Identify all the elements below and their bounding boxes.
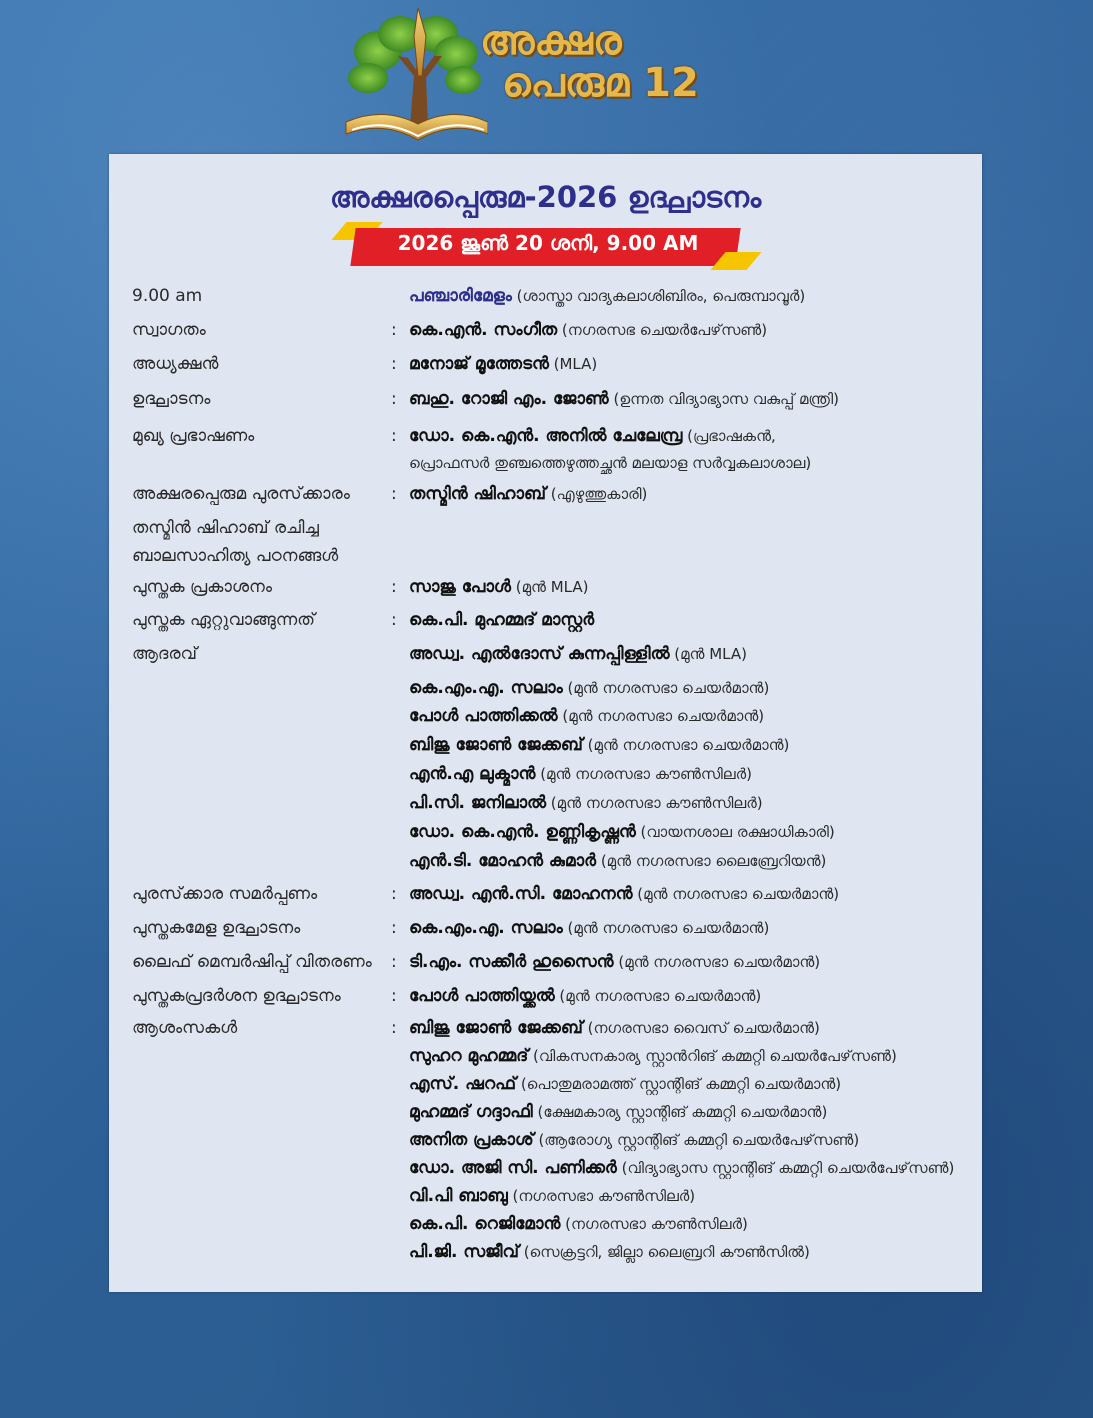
program-row — [109, 952, 982, 980]
person-name: എൻ.ടി. മോഹൻ കുമാർ — [409, 851, 597, 871]
program-row — [109, 764, 982, 792]
program-value — [409, 706, 764, 726]
program-colon: : — [391, 918, 397, 938]
program-value — [409, 320, 767, 340]
program-value — [409, 286, 805, 306]
program-value — [409, 1046, 897, 1066]
person-designation: (മുൻ നഗരസഭാ ചെയർമാൻ) — [632, 885, 840, 903]
program-row — [109, 986, 982, 1014]
program-value — [409, 764, 752, 784]
program-colon: : — [391, 389, 397, 409]
program-value — [409, 1214, 748, 1234]
program-role-label: ബാലസാഹിത്യ പഠനങ്ങൾ — [132, 546, 339, 566]
program-row — [109, 678, 982, 706]
program-colon: : — [391, 610, 397, 630]
program-colon: : — [391, 320, 397, 340]
person-designation: (ഉന്നത വിദ്യാഭ്യാസ വകുപ്പ് മന്ത്രി) — [608, 390, 839, 408]
program-row — [109, 884, 982, 912]
person-designation: (സെക്രട്ടറി, ജില്ലാ ലൈബ്രറി കൗൺസിൽ) — [518, 1243, 810, 1261]
program-value — [409, 389, 839, 409]
program-row — [109, 484, 982, 512]
person-name: കെ.പി. റെജിമോൻ — [409, 1214, 561, 1234]
person-designation: (ശാസ്താ വാദ്യകലാശിബിരം, പെരുമ്പാവൂർ) — [511, 287, 806, 305]
program-row — [109, 389, 982, 417]
person-designation: (മുൻ നഗരസഭാ ചെയർമാൻ) — [557, 707, 765, 725]
program-colon: : — [391, 484, 397, 504]
event-logo — [338, 6, 758, 154]
program-row — [109, 320, 982, 348]
person-name: പി.സി. ജനിലാൽ — [409, 793, 547, 813]
program-value — [409, 952, 820, 972]
program-value — [409, 884, 839, 904]
program-value — [409, 678, 769, 698]
program-colon: : — [391, 426, 397, 446]
program-value — [409, 484, 647, 504]
program-role-label: ലൈഫ് മെമ്പർഷിപ്പ് വിതരണം — [132, 952, 372, 972]
program-role-label: സ്വാഗതം — [132, 320, 206, 340]
program-value — [409, 986, 761, 1006]
person-name: അനിത പ്രകാശ് — [409, 1130, 534, 1150]
program-value — [409, 793, 763, 813]
person-name: ഡോ. അജി സി. പണിക്കർ — [409, 1158, 617, 1178]
program-row — [109, 453, 982, 481]
person-designation: (മുൻ നഗരസഭാ ചെയർമാൻ) — [554, 987, 762, 1005]
person-designation: (നഗരസഭാ വൈസ് ചെയർമാൻ) — [582, 1019, 820, 1037]
person-name: മനോജ് മൂത്തേടൻ — [409, 354, 549, 374]
logo-line-2-text: പെരുമ — [502, 60, 630, 106]
person-name: സാജു പോൾ — [409, 577, 512, 597]
person-designation: (വികസനകാര്യ സ്റ്റാൻറിങ് കമ്മറ്റി ചെയർപേഴ്‌സൺ) — [528, 1047, 897, 1065]
person-designation: (മുൻ നഗരസഭാ കൗൺസിലർ) — [535, 765, 752, 783]
program-value — [409, 610, 594, 630]
person-designation: (പൊതുമരാമത്ത് സ്റ്റാന്റിങ് കമ്മറ്റി ചെയർമാൻ) — [516, 1075, 842, 1093]
program-value — [409, 822, 835, 842]
date-banner-text: 2026 ജൂൺ 20 ശനി, 9.00 AM — [397, 231, 699, 255]
program-row — [109, 644, 982, 672]
program-row — [109, 518, 982, 546]
person-name: വി.പി ബാബു — [409, 1186, 508, 1206]
person-name: എൻ.എ ലുക്മാൻ — [409, 764, 536, 784]
program-row — [109, 1074, 982, 1102]
program-value — [409, 918, 769, 938]
program-role-label: പുസ്തക പ്രകാശനം — [132, 577, 272, 597]
person-name: കെ.എം.എ. സലാം — [409, 678, 563, 698]
program-colon: : — [391, 354, 397, 374]
program-row — [109, 1046, 982, 1074]
program-row — [109, 851, 982, 879]
logo-line-1: അക്ഷര — [480, 18, 622, 64]
person-name: ബിജു ജോൺ ജേക്കബ് — [409, 735, 583, 755]
person-name: തസ്മിൻ ഷിഹാബ് — [409, 484, 546, 504]
person-designation: (വായനശാല രക്ഷാധികാരി) — [635, 823, 835, 841]
person-designation: (പ്രഭാഷകൻ, — [682, 427, 776, 445]
person-designation: (ആരോഗ്യ സ്റ്റാന്റിങ് കമ്മറ്റി ചെയർപേഴ്‌സൺ) — [533, 1131, 860, 1149]
program-colon: : — [391, 884, 397, 904]
program-role-label: ആദരവ് — [132, 644, 198, 664]
person-name: ടി.എം. സക്കീർ ഹുസൈൻ — [409, 952, 614, 972]
program-value — [409, 1102, 827, 1122]
person-name: ഡോ. കെ.എൻ. അനിൽ ചേലേമ്പ്ര — [409, 426, 683, 446]
program-value — [409, 1186, 695, 1206]
program-value — [409, 735, 789, 755]
person-designation: (എഴുത്തുകാരി) — [545, 485, 648, 503]
person-designation: (മുൻ നഗരസഭാ ചെയർമാൻ) — [613, 953, 821, 971]
program-colon: : — [391, 952, 397, 972]
program-row — [109, 577, 982, 605]
program-role-label: തസ്മിൻ ഷിഹാബ് രചിച്ച — [132, 518, 319, 538]
person-designation: (നഗരസഭാ കൗൺസിലർ) — [507, 1187, 696, 1205]
program-row — [109, 610, 982, 638]
program-row — [109, 1214, 982, 1242]
program-value — [409, 1074, 841, 1094]
program-role-label: പുരസ്‌ക്കാര സമർപ്പണം — [132, 884, 318, 904]
program-value — [409, 1242, 810, 1262]
person-name: പോൾ പാത്തിയ്ക്കൽ — [409, 986, 555, 1006]
tree-book-pen-icon — [338, 6, 488, 154]
program-role-label: അക്ഷരപ്പെരുമ പുരസ്‌ക്കാരം — [132, 484, 350, 504]
person-name: അഡ്വ. എൽദോസ് കുന്നപ്പിള്ളിൽ — [409, 644, 670, 664]
person-designation: (മുൻ നഗരസഭാ ചെയർമാൻ) — [582, 736, 790, 754]
person-name: ബിജു ജോൺ ജേക്കബ് — [409, 1018, 583, 1038]
person-name: പി.ജി. സജീവ് — [409, 1242, 519, 1262]
program-value — [409, 1018, 820, 1038]
program-value — [409, 644, 747, 664]
logo-number: 12 — [643, 60, 699, 106]
program-row — [109, 1130, 982, 1158]
program-role-label: മുഖ്യ പ്രഭാഷണം — [132, 426, 255, 446]
person-name: കെ.എൻ. സംഗീത — [409, 320, 558, 340]
program-row — [109, 354, 982, 382]
person-designation: (ക്ഷേമകാര്യ സ്റ്റാന്റിങ് കമ്മറ്റി ചെയർമാൻ) — [532, 1103, 828, 1121]
program-panel — [109, 154, 982, 1292]
person-designation: (മുൻ MLA) — [511, 578, 589, 596]
program-row — [109, 1158, 982, 1186]
program-row — [109, 1186, 982, 1214]
person-designation: (മുൻ നഗരസഭാ ലൈബ്രേറിയൻ) — [596, 852, 827, 870]
person-name: ബഹു. റോജി എം. ജോൺ — [409, 389, 609, 409]
program-colon: : — [391, 986, 397, 1006]
program-role-label: ഉദ്ഘാടനം — [132, 389, 211, 409]
program-value — [409, 426, 776, 446]
logo-line-2 — [480, 62, 760, 104]
person-designation: (വിദ്യാഭ്യാസ സ്റ്റാന്റിങ് കമ്മറ്റി ചെയർപേഴ്‌സൺ) — [616, 1159, 955, 1177]
program-row — [109, 1242, 982, 1270]
person-designation: (നഗരസഭാ കൗൺസിലർ) — [560, 1215, 748, 1233]
person-name: കെ.എം.എ. സലാം — [409, 918, 563, 938]
program-value — [409, 851, 826, 871]
person-designation: പ്രൊഫസർ തുഞ്ചത്തെഴുത്തച്ഛൻ മലയാള സർവ്വകലാശാല) — [409, 454, 812, 472]
program-list — [109, 154, 982, 1292]
program-colon: : — [391, 1018, 397, 1038]
person-designation: (MLA) — [548, 355, 598, 373]
person-designation: (മുൻ നഗരസഭാ കൗൺസിലർ) — [546, 794, 763, 812]
program-colon: : — [391, 577, 397, 597]
person-name: പഞ്ചാരിമേളം — [409, 286, 512, 306]
program-row — [109, 286, 982, 314]
program-role-label: പുസ്തകമേള ഉദ്ഘാടനം — [132, 918, 301, 938]
person-name: ഡോ. കെ.എൻ. ഉണ്ണികൃഷ്ണൻ — [409, 822, 636, 842]
program-role-label: 9.00 am — [132, 286, 203, 306]
program-row — [109, 426, 982, 454]
program-row — [109, 546, 982, 574]
person-name: മുഹമ്മദ് ഗദ്ദാഫി — [409, 1102, 533, 1122]
program-row — [109, 822, 982, 850]
person-name: കെ.പി. മുഹമ്മദ് മാസ്റ്റർ — [409, 610, 595, 630]
page-title: അക്ഷരപ്പെരുമ-2026 ഉദ്ഘാടനം — [329, 180, 762, 214]
program-role-label: അധ്യക്ഷൻ — [132, 354, 219, 374]
person-designation: (മുൻ MLA) — [669, 645, 747, 663]
program-value — [409, 453, 811, 473]
program-row — [109, 1102, 982, 1130]
program-role-label: പുസ്തകപ്രദർശന ഉദ്ഘാടനം — [132, 986, 341, 1006]
program-row — [109, 918, 982, 946]
person-designation: (മുൻ നഗരസഭാ ചെയർമാൻ) — [562, 679, 770, 697]
program-row — [109, 1018, 982, 1046]
person-name: അഡ്വ. എൻ.സി. മോഹനൻ — [409, 884, 633, 904]
person-name: പോൾ പാത്തിക്കൽ — [409, 706, 558, 726]
program-value — [409, 577, 589, 597]
program-value — [409, 354, 597, 374]
person-designation: (മുൻ നഗരസഭാ ചെയർമാൻ) — [562, 919, 770, 937]
person-name: എസ്. ഷറഫ് — [409, 1074, 517, 1094]
program-role-label: പുസ്തക ഏറ്റുവാങ്ങുന്നത് — [132, 610, 315, 630]
person-designation: (നഗരസഭ ചെയർപേഴ്‌സൺ) — [557, 321, 768, 339]
program-row — [109, 793, 982, 821]
program-row — [109, 706, 982, 734]
program-value — [409, 1158, 954, 1178]
person-name: സുഹറ മുഹമ്മദ് — [409, 1046, 529, 1066]
program-row — [109, 735, 982, 763]
program-role-label: ആശംസകൾ — [132, 1018, 238, 1038]
program-value — [409, 1130, 859, 1150]
